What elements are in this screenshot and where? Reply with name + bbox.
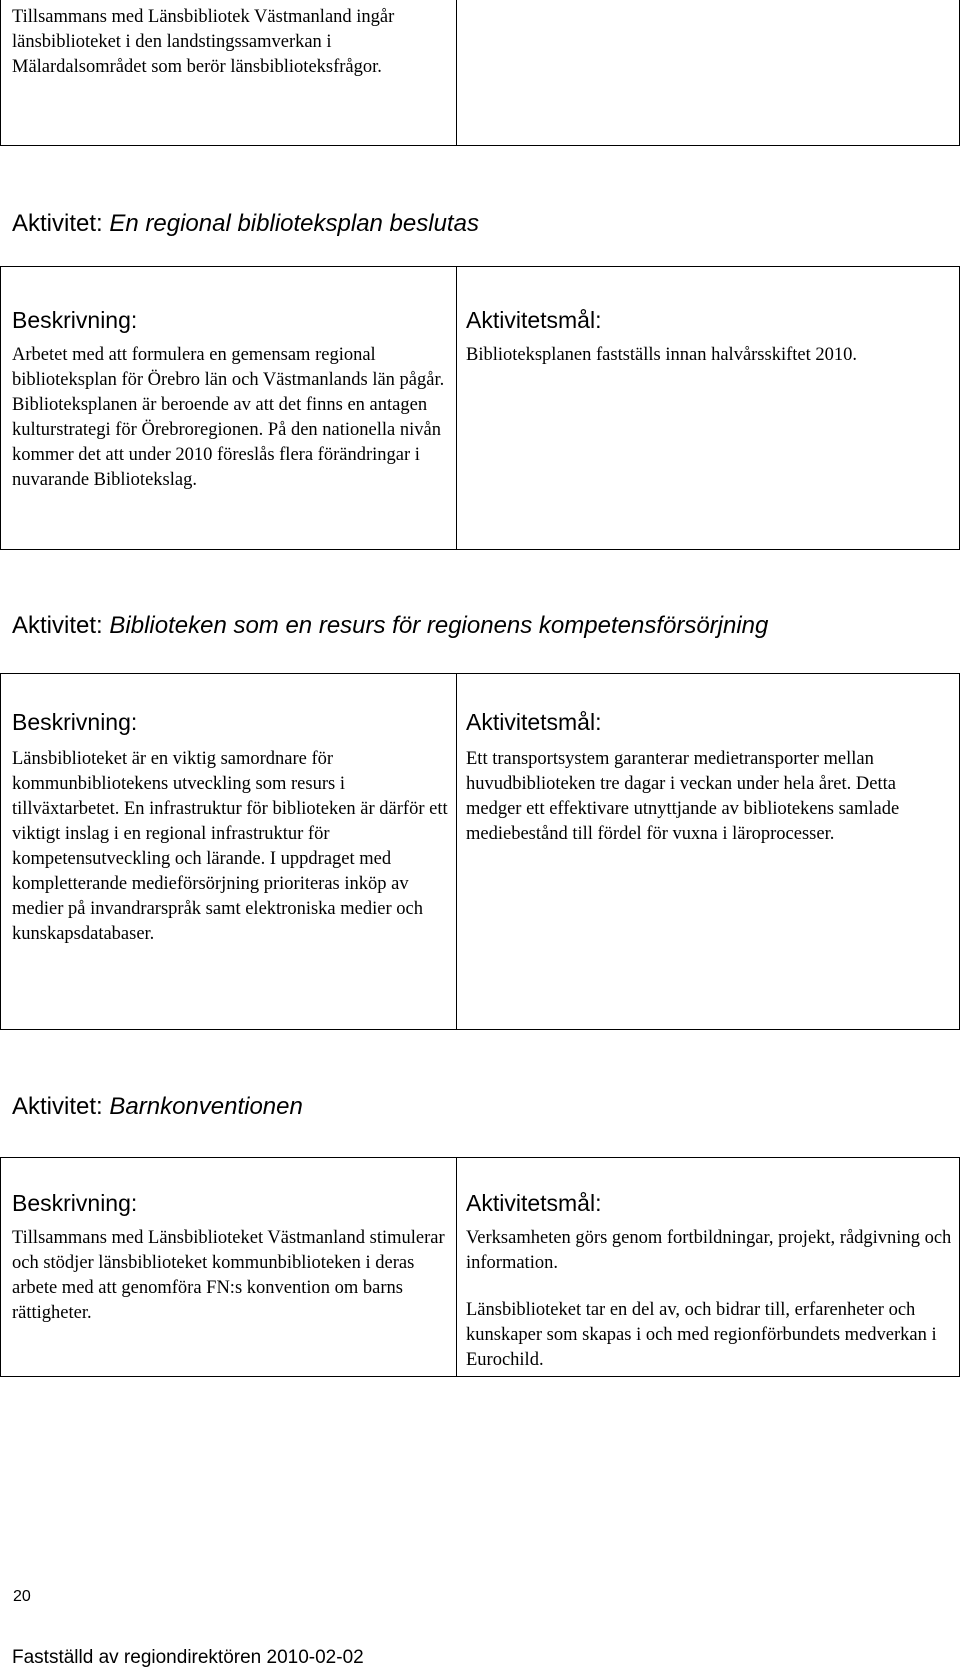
footer-text: Fastställd av regiondirektören 2010-02-02 (12, 1647, 364, 1668)
section-2-description (12, 747, 448, 947)
section-1-goal-heading: Aktivitetsmål: (466, 307, 602, 333)
section-3-goal-paragraph-1: Verksamheten görs genom fortbildningar, projekt, rådgivning och information. (466, 1228, 952, 1273)
section-1-divider (456, 266, 457, 550)
section-3-label: Aktivitet: (12, 1093, 103, 1120)
section-3-desc-paragraph: Tillsammans med Länsbiblioteket Västmanland stimulerar och stödjer länsbiblioteket kommunbiblioteken i deras arbete med att genomföra FN:s konvention om barns rättigheter. (12, 1228, 445, 1323)
section-1-title: En regional biblioteksplan beslutas (109, 210, 479, 237)
section-1-goal-paragraph: Biblioteksplanen fastställs innan halvårsskiftet 2010. (466, 345, 858, 365)
top-table-divider (456, 0, 457, 146)
section-3-description (12, 1226, 448, 1326)
section-3-goal (466, 1226, 952, 1373)
section-3-title: Barnkonventionen (109, 1093, 303, 1120)
section-2-title: Biblioteken som en resurs för regionens kompetensförsörjning (109, 612, 769, 639)
section-3-goal-paragraph-2: Länsbiblioteket tar en del av, och bidrar till, erfarenheter och kunskaper som skapas i och med regionförbundets medverkan i Eurochild. (466, 1300, 937, 1370)
section-1-goal (466, 343, 952, 368)
section-2-desc-heading: Beskrivning: (12, 709, 138, 735)
section-1-description (12, 343, 448, 493)
section-2-heading (12, 612, 768, 640)
section-2-label: Aktivitet: (12, 612, 103, 639)
section-2-goal-paragraph: Ett transportsystem garanterar medietransporter mellan huvudbiblioteken tre dagar i veckan under hela året. Detta medger ett effektivare utnyttjande av bibliotekens samlade mediebestånd till fördel för vuxna i läroprocesser. (466, 749, 900, 844)
section-2-goal-heading: Aktivitetsmål: (466, 709, 602, 735)
section-3-goal-heading: Aktivitetsmål: (466, 1190, 602, 1216)
section-3-desc-heading: Beskrivning: (12, 1190, 138, 1216)
section-1-desc-paragraph: Arbetet med att formulera en gemensam regional biblioteksplan för Örebro län och Västmanlands län pågår. Biblioteksplanen är beroende av att det finns en antagen kulturstrategi för Örebroregionen. På den nationella nivån kommer det att under 2010 föreslås flera förändringar i nuvarande Bibliotekslag. (12, 345, 445, 490)
section-2-goal (466, 747, 952, 847)
page-number: 20 (13, 1588, 31, 1605)
section-2-desc-paragraph: Länsbiblioteket är en viktig samordnare för kommunbibliotekens utveckling som resurs i tillväxtarbetet. En infrastruktur för biblioteken är därför ett viktigt inslag i en regional infrastruktur för kompetensutveckling och lärande. I uppdraget med kompletterande medieförsörjning prioriteras inköp av medier på invandrarspråk samt elektroniska medier och kunskapsdatabaser. (12, 749, 448, 944)
section-2-divider (456, 673, 457, 1030)
section-1-desc-heading: Beskrivning: (12, 307, 138, 333)
top-table-text: Tillsammans med Länsbibliotek Västmanland ingår länsbiblioteket i den landstingssamverkan i Mälardalsområdet som berör länsbiblioteksfrågor. (12, 7, 395, 77)
section-1-heading (12, 210, 479, 238)
section-1-label: Aktivitet: (12, 210, 103, 237)
section-3-divider (456, 1157, 457, 1377)
section-3-heading (12, 1093, 303, 1121)
